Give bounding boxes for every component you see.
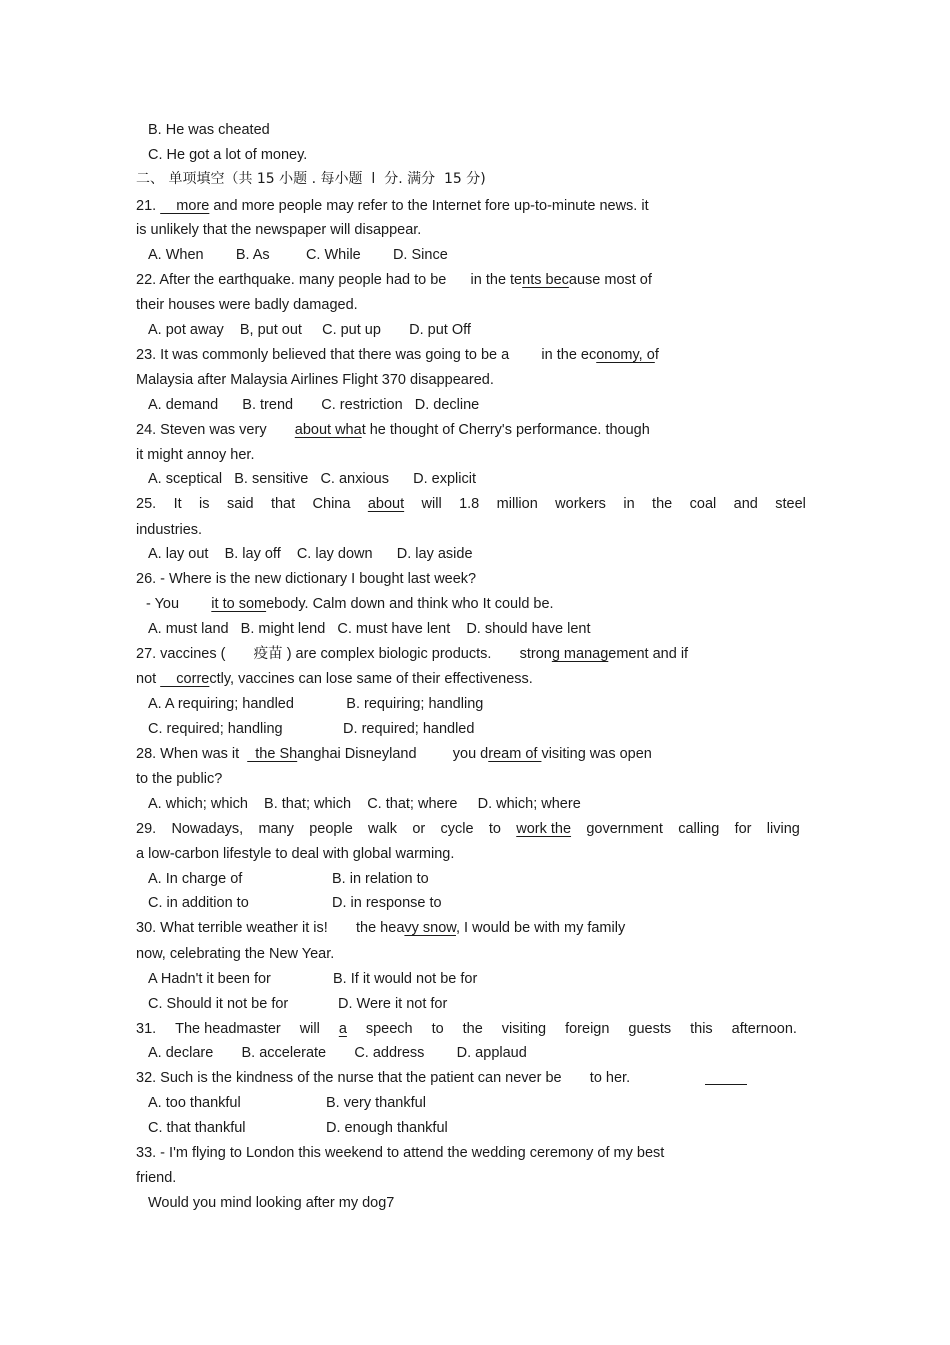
section-heading: 二、 单项填空（共 15 小题 . 每小题 l 分. 满分 15 分) bbox=[136, 171, 486, 187]
q29-option-c: C. in addition to bbox=[148, 895, 249, 911]
q33-line1: 33. - I'm flying to London this weekend to attend the wedding ceremony of my best bbox=[136, 1145, 665, 1161]
q30-line1: 30. What terrible weather it is! the heavy snow, I would be with my family bbox=[136, 920, 626, 936]
q30-line2: now, celebrating the New Year. bbox=[136, 946, 335, 962]
q28-answer: the Sh bbox=[247, 746, 298, 762]
q24-line2: it might annoy her. bbox=[136, 447, 255, 463]
q21-line1: 21. more and more people may refer to the Internet fore up-to-minute news. it bbox=[136, 198, 649, 214]
q27-options-cd: C. required; handling D. required; handled bbox=[148, 721, 475, 737]
q28-options: A. which; which B. that; which C. that; where D. which; where bbox=[148, 796, 581, 812]
q27-line1: 27. vaccines ( 疫苗 ) are complex biologic products. strong management and if bbox=[136, 646, 689, 662]
q27-answer: corre bbox=[160, 671, 210, 687]
q21-line2: is unlikely that the newspaper will disappear. bbox=[136, 222, 422, 238]
q25-line2: industries. bbox=[136, 522, 203, 538]
q32-option-c: C. that thankful bbox=[148, 1120, 246, 1136]
q30-option-c: C. Should it not be for bbox=[148, 996, 289, 1012]
q30-option-d: D. Were it not for bbox=[338, 996, 448, 1012]
q32-blank bbox=[705, 1084, 747, 1085]
q29-line1: 29. Nowadays, many people walk or cycle to work the government calling for living bbox=[136, 821, 800, 837]
q31-options: A. declare B. accelerate C. address D. applaud bbox=[148, 1045, 527, 1061]
q29-option-a: A. In charge of bbox=[148, 871, 243, 887]
option-c-prev: C. He got a lot of money. bbox=[148, 147, 308, 163]
q31-line1: 31. The headmaster will a speech to the visiting foreign guests this afternoon. bbox=[136, 1021, 797, 1037]
q29-line2: a low-carbon lifestyle to deal with global warming. bbox=[136, 846, 455, 862]
q29-option-d: D. in response to bbox=[332, 895, 442, 911]
q23-line2: Malaysia after Malaysia Airlines Flight 370 disappeared. bbox=[136, 372, 494, 388]
q32-option-d: D. enough thankful bbox=[326, 1120, 448, 1136]
q25-options: A. lay out B. lay off C. lay down D. lay aside bbox=[148, 546, 473, 562]
q29-option-b: B. in relation to bbox=[332, 871, 429, 887]
q30-option-b: B. If it would not be for bbox=[333, 971, 478, 987]
q26-line1: 26. - Where is the new dictionary I bought last week? bbox=[136, 571, 477, 587]
q32-option-b: B. very thankful bbox=[326, 1095, 426, 1111]
q23-options: A. demand B. trend C. restriction D. decline bbox=[148, 397, 480, 413]
q31-answer: a bbox=[338, 1021, 347, 1037]
q25-line1: 25. It is said that China about will 1.8 million workers in the coal and steel bbox=[136, 496, 806, 512]
q27-line2: not correctly, vaccines can lose same of their effectiveness. bbox=[136, 671, 533, 687]
q30-option-a: A Hadn't it been for bbox=[148, 971, 271, 987]
q32-option-a: A. too thankful bbox=[148, 1095, 241, 1111]
q23-line1: 23. It was commonly believed that there was going to be a in the economy, of bbox=[136, 347, 659, 363]
q21-options: A. When B. As C. While D. Since bbox=[148, 247, 448, 263]
option-b-prev: B. He was cheated bbox=[148, 122, 270, 138]
q25-answer: about bbox=[367, 496, 405, 512]
q24-line1: 24. Steven was very about what he thought of Cherry's performance. though bbox=[136, 422, 650, 438]
q22-line1: 22. After the earthquake. many people had to be in the tents because most of bbox=[136, 272, 652, 288]
q22-line2: their houses were badly damaged. bbox=[136, 297, 358, 313]
q33-line2: friend. bbox=[136, 1170, 177, 1186]
q27-options-ab: A. A requiring; handled B. requiring; handling bbox=[148, 696, 484, 712]
q26-line2: - You it to somebody. Calm down and think who It could be. bbox=[146, 596, 554, 612]
q24-options: A. sceptical B. sensitive C. anxious D. explicit bbox=[148, 471, 476, 487]
q29-answer: work the bbox=[516, 821, 572, 837]
q32-line1: 32. Such is the kindness of the nurse that the patient can never be to her. bbox=[136, 1070, 631, 1086]
q28-line1: 28. When was it the Shanghai Disneyland you dream of visiting was open bbox=[136, 746, 652, 762]
q33-line3: Would you mind looking after my dog7 bbox=[148, 1195, 395, 1211]
q28-line2: to the public? bbox=[136, 771, 223, 787]
q22-options: A. pot away B, put out C. put up D. put Off bbox=[148, 322, 471, 338]
q21-answer: more bbox=[160, 198, 210, 214]
q26-options: A. must land B. might lend C. must have lent D. should have lent bbox=[148, 621, 591, 637]
